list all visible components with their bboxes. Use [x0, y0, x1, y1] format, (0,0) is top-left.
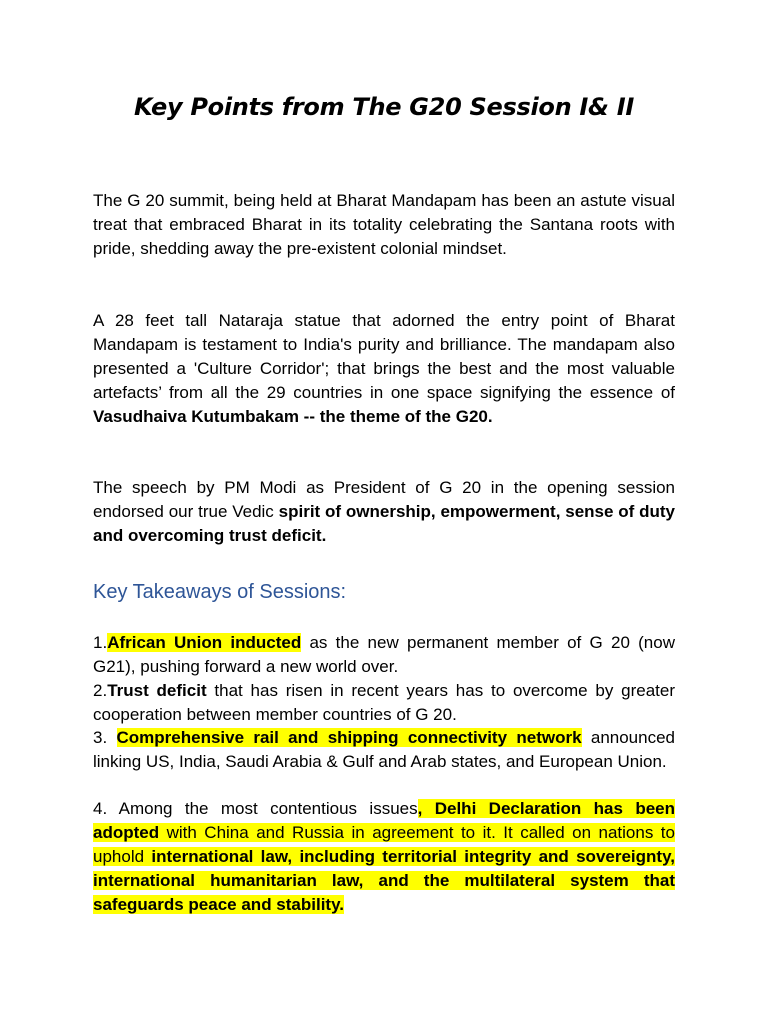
paragraph-text: A 28 feet tall Nataraja statue that adorned the entry point of Bharat Mandapam is testament to India's purity and brilliance. The mandapam also presented a 'Culture Corridor'; that brings the best and the most valuable artefacts’ from all the 29 countries in one space signifying the essence of [93, 311, 675, 402]
highlighted-text: with China and Russia in agreement to it. It called on nations to uphold [93, 823, 675, 866]
item-number: 4. Among the most contentious issues [93, 799, 418, 818]
highlighted-text: Comprehensive rail and shipping connectivity network [116, 728, 582, 747]
intro-paragraph: The G 20 summit, being held at Bharat Mandapam has been an astute visual treat that embraced Bharat in its totality celebrating the Santana roots with pride, shedding away the pre-existent colonial mindset. [93, 191, 675, 258]
item-number: 3. [93, 728, 117, 747]
item-text: announced linking US, India, Saudi Arabia & Gulf and Arab states, and European Union. [93, 728, 675, 771]
item-text: as the new permanent member of G 20 (now G21), pushing forward a new world over. [93, 633, 675, 676]
highlighted-bold-text-2: international law, including territorial integrity and sovereignty, international humanitarian law, and the multilateral system that safeguards peace and stability. [93, 847, 675, 914]
takeaway-item-2 [93, 679, 675, 727]
item-text: that has risen in recent years has to overcome by greater cooperation between member countries of G 20. [93, 681, 675, 724]
takeaway-item-4 [93, 797, 675, 917]
speech-paragraph [93, 476, 675, 548]
section-heading: Key Takeaways of Sessions: [93, 581, 347, 603]
paragraph-text: The speech by PM Modi as President of G 20 in the opening session endorsed our true Vedic [93, 478, 675, 521]
highlighted-text: African Union inducted [107, 633, 302, 652]
document-title: Key Points from The G20 Session I& II [133, 93, 634, 121]
nataraja-paragraph [93, 309, 675, 429]
bold-text: Trust deficit [107, 681, 207, 700]
item-number: 2. [93, 681, 108, 700]
takeaway-item-1 [93, 631, 675, 679]
item-number: 1. [93, 633, 108, 652]
paragraph-bold-text: spirit of ownership, empowerment, sense of duty and overcoming trust deficit. [93, 502, 676, 545]
highlighted-bold-text: , Delhi Declaration has been adopted [93, 799, 675, 842]
paragraph-bold-text: Vasudhaiva Kutumbakam -- the theme of the G20. [93, 407, 493, 426]
takeaway-item-3 [93, 726, 675, 774]
